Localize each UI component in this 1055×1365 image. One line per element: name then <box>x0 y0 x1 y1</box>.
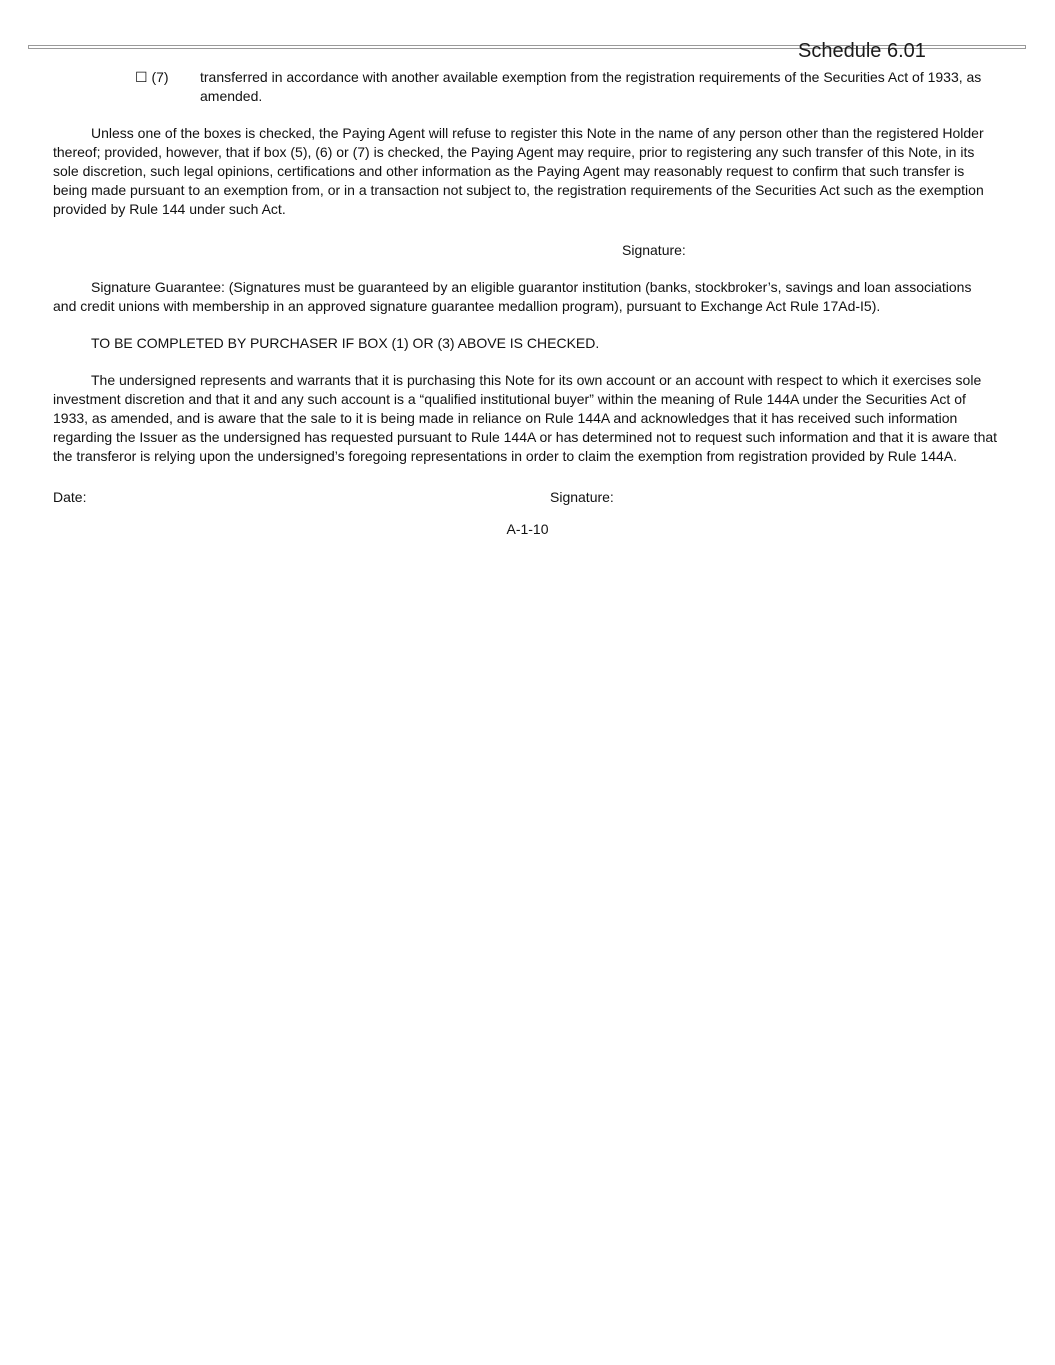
signature-label: Signature: <box>622 242 686 258</box>
paragraph-signature-guarantee: Signature Guarantee: (Signatures must be guaranteed by an eligible guarantor institution (banks, stockbroker’s, savings and loan associations and credit unions with membership in an approved signature guarantee medallion program), pursuant to Exchange Act Rule 17Ad-I5). <box>53 279 972 314</box>
schedule-label: Schedule 6.01 <box>798 40 926 62</box>
paragraph-registration-refusal: Unless one of the boxes is checked, the Paying Agent will refuse to register this Note in the name of any person other than the registered Holder thereof; provided, however, that if box (5), (6) or (7) is checked, the Paying Agent may require, prior to registering any such transfer of this Note, in its sole discretion, such legal opinions, certifications and other information as the Paying Agent may reasonably request to confirm that such transfer is being made pursuant to an exemption from, or in a transaction not subject to, the registration requirements of the Securities Act such as the exemption provided by Rule 144 under such Act. <box>53 125 984 217</box>
document-page <box>53 68 998 539</box>
checkbox-item-7 <box>135 68 998 106</box>
page-number: A-1-10 <box>506 521 549 537</box>
paragraph-representations: The undersigned represents and warrants that it is purchasing this Note for its own account or an account with respect to which it exercises sole investment discretion and that it and any such account is a “qualified institutional buyer” within the meaning of Rule 144A under the Securities Act of 1933, as amended, and is aware that the sale to it is being made in reliance on Rule 144A and acknowledges that it has received such information regarding the Issuer as the undersigned has requested pursuant to Rule 144A or has determined not to request such information and that it is aware that the transferor is relying upon the undersigned’s foregoing representations in order to claim the exemption from registration provided by Rule 144A. <box>53 372 998 464</box>
checkbox-item-text: transferred in accordance with another available exemption from the registration requirements of the Securities Act of 1933, as amended. <box>200 69 982 104</box>
purchaser-heading: TO BE COMPLETED BY PURCHASER IF BOX (1) OR (3) ABOVE IS CHECKED. <box>91 335 600 351</box>
date-label: Date: <box>53 489 87 505</box>
date-signature-row <box>53 488 998 507</box>
checkbox-marker[interactable]: ☐ (7) <box>135 69 169 85</box>
purchaser-signature-label: Signature: <box>550 489 614 505</box>
